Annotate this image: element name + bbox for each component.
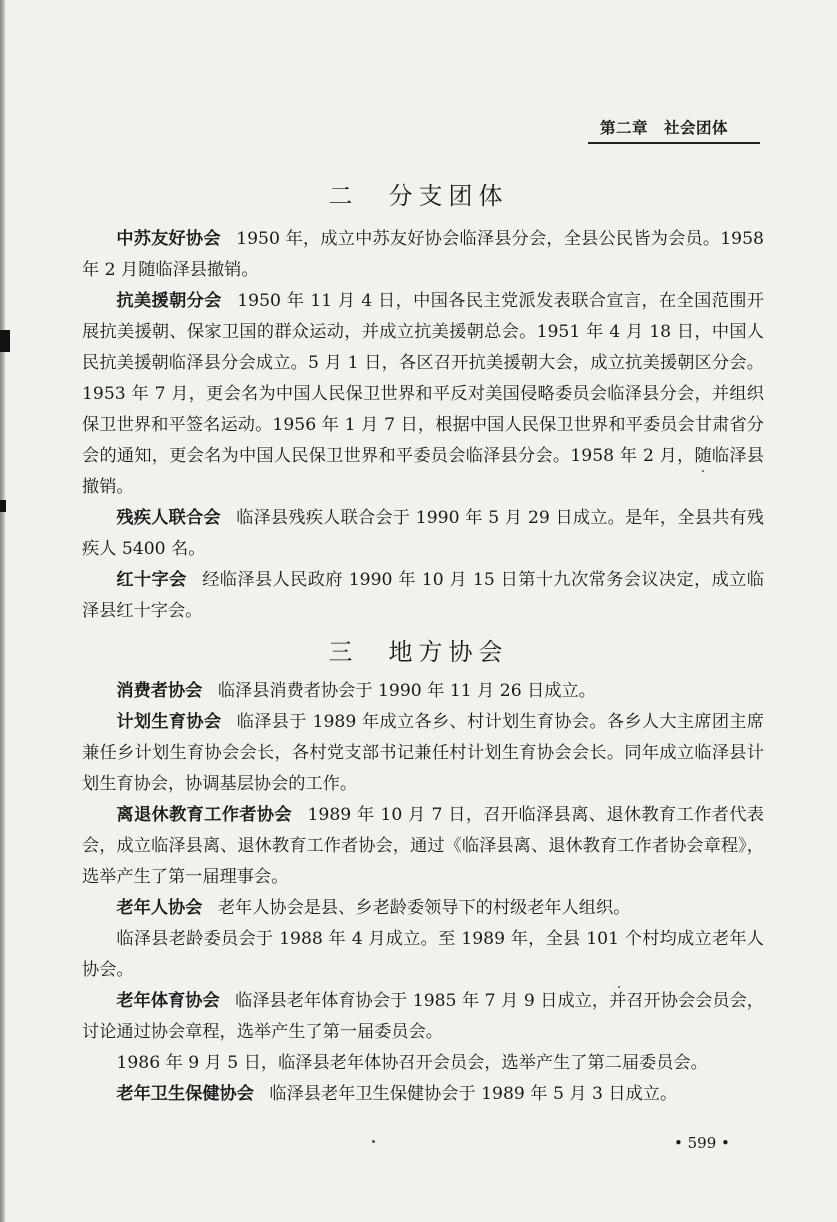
entry-paragraph [82, 286, 764, 503]
entry-text: 经临泽县人民政府 1990 年 10 月 15 日第十九次常务会议决定，成立临泽县红十字会。 [82, 570, 764, 621]
entry-text: 1986 年 9 月 5 日，临泽县老年体协召开会员会，选举产生了第二届委员会。 [116, 1053, 708, 1073]
entry-text: 临泽县老年卫生保健协会于 1989 年 5 月 3 日成立。 [269, 1084, 678, 1104]
entry-paragraph [82, 1048, 764, 1079]
entry-paragraph [82, 707, 764, 800]
entry-term: 老年人协会 [116, 898, 203, 918]
entry-text: 临泽县老龄委员会于 1988 年 4 月成立。至 1989 年，全县 101 个村均成立老年人协会。 [82, 929, 764, 980]
entry-text: 临泽县老年体育协会于 1985 年 7 月 9 日成立，并召开协会会员会，讨论通过协会章程，选举产生了第一届委员会。 [82, 991, 764, 1042]
entry-paragraph [82, 800, 764, 893]
scan-speck [618, 986, 620, 988]
entry-paragraph [82, 986, 764, 1048]
section-title: 三 地方协会 [328, 638, 509, 666]
scan-speck [702, 470, 704, 472]
entry-text: 临泽县于 1989 年成立各乡、村计划生育协会。各乡人大主席团主席兼任乡计划生育协会会长，各村党支部书记兼任村计划生育协会会长。同年成立临泽县计划生育协会，协调基层协会的工作。 [82, 712, 764, 794]
scan-edge-mark [0, 330, 10, 352]
scan-speck [372, 1140, 375, 1143]
entry-term: 抗美援朝分会 [116, 291, 222, 311]
entry-term: 残疾人联合会 [116, 508, 221, 528]
entry-term: 老年卫生保健协会 [116, 1084, 254, 1104]
chapter-header: 第二章 社会团体 [600, 119, 729, 137]
section-title: 二 分支团体 [328, 182, 509, 210]
scan-edge-mark [0, 500, 6, 512]
entry-text: 临泽县消费者协会于 1990 年 11 月 26 日成立。 [217, 681, 596, 701]
page-number: • 599 • [674, 1134, 730, 1152]
section-body [82, 676, 764, 1110]
entry-text: 老年人协会是县、乡老龄委领导下的村级老年人组织。 [217, 898, 631, 918]
entry-paragraph [82, 924, 764, 986]
entry-term: 计划生育协会 [116, 712, 222, 732]
entry-paragraph [82, 893, 764, 924]
entry-term: 红十字会 [116, 570, 187, 590]
section-body [82, 224, 764, 627]
header-rule [588, 142, 760, 144]
entry-paragraph [82, 224, 764, 286]
entry-paragraph [82, 565, 764, 627]
entry-term: 离退休教育工作者协会 [116, 805, 292, 825]
entry-text: 1950 年，成立中苏友好协会临泽县分会，全县公民皆为会员。1958 年 2 月随临泽县撤销。 [82, 229, 764, 280]
entry-term: 中苏友好协会 [116, 229, 221, 249]
entry-text: 1989 年 10 月 7 日，召开临泽县离、退休教育工作者代表会，成立临泽县离、退休教育工作者协会，通过《临泽县离、退休教育工作者协会章程》，选举产生了第一届理事会。 [82, 805, 764, 887]
entry-term: 消费者协会 [116, 681, 203, 701]
entry-text: 临泽县残疾人联合会于 1990 年 5 月 29 日成立。是年，全县共有残疾人 5400 名。 [82, 508, 764, 559]
entry-text: 1950 年 11 月 4 日，中国各民主党派发表联合宣言，在全国范围开展抗美援朝、保家卫国的群众运动，并成立抗美援朝总会。1951 年 4 月 18 日，中国人民抗美援朝临泽县分会成立。5 月 1 日，各区召开抗美援朝大会，成立抗美援朝区分会。1953 年 7 月，更会名为中国人民保卫世界和平反对美国侵略委员会临泽县分会，并组织保卫世界和平签名运动。1956 年 1 月 7 日，根据中国人民保卫世界和平委员会甘肃省分会的通知，更会名为中国人民保卫世界和平委员会临泽县分会。1958 年 2 月，随临泽县撤销。 [82, 291, 764, 497]
entry-paragraph [82, 1079, 764, 1110]
entry-paragraph [82, 503, 764, 565]
entry-term: 老年体育协会 [116, 991, 220, 1011]
entry-paragraph [82, 676, 764, 707]
